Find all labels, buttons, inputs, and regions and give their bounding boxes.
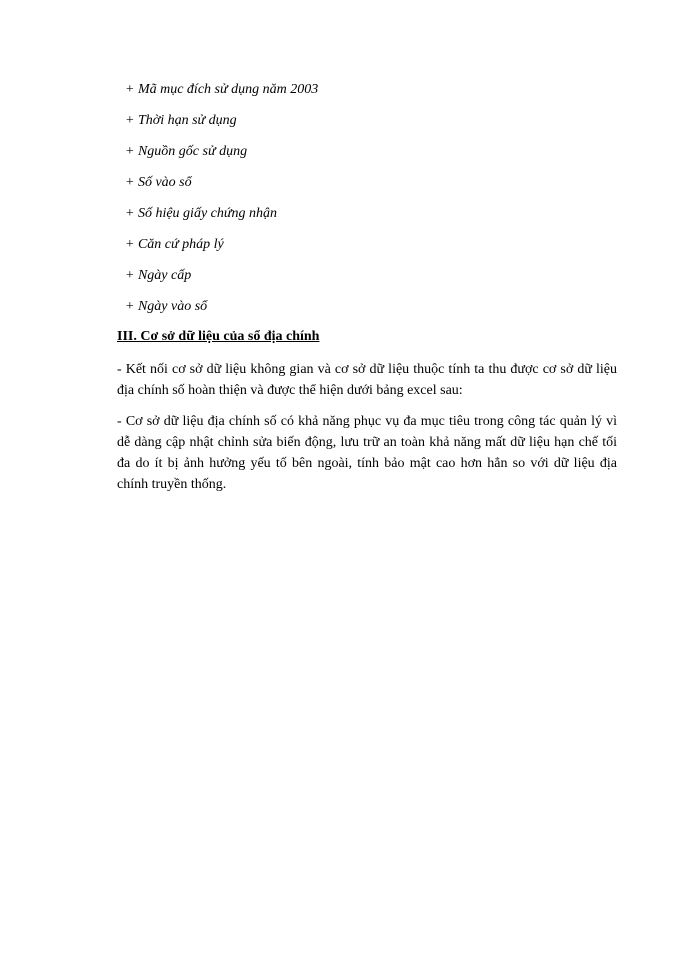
attribute-list — [125, 80, 318, 328]
list-item: + Ngày vào sổ — [125, 299, 208, 314]
paragraph-benefits: - Cơ sở dữ liệu địa chính số có khả năng phục vụ đa mục tiêu trong công tác quản lý vì dễ dàng cập nhật chỉnh sửa biến động, lưu trữ an toàn khả năng mất dữ liệu hạn chế tối đa do ít bị ảnh hưởng yếu tố bên ngoài, tính bảo mật cao hơn hẳn so với dữ liệu địa chính truyền thống. — [117, 414, 617, 492]
paragraph-connect: - Kết nối cơ sở dữ liệu không gian và cơ sở dữ liệu thuộc tính ta thu được cơ sở dữ liệu địa chính số hoàn thiện và được thể hiện dưới bảng excel sau: — [117, 362, 617, 398]
list-item: + Ngày cấp — [125, 268, 192, 283]
list-item: + Nguồn gốc sử dụng — [125, 144, 248, 159]
section-heading: III. Cơ sở dữ liệu của sổ địa chính — [117, 329, 320, 344]
list-item: + Căn cứ pháp lý — [125, 237, 224, 252]
list-item: + Thời hạn sử dụng — [125, 113, 237, 128]
list-item: + Số vào sổ — [125, 175, 192, 190]
list-item: + Số hiệu giấy chứng nhận — [125, 206, 278, 221]
list-item: + Mã mục đích sử dụng năm 2003 — [125, 82, 319, 97]
